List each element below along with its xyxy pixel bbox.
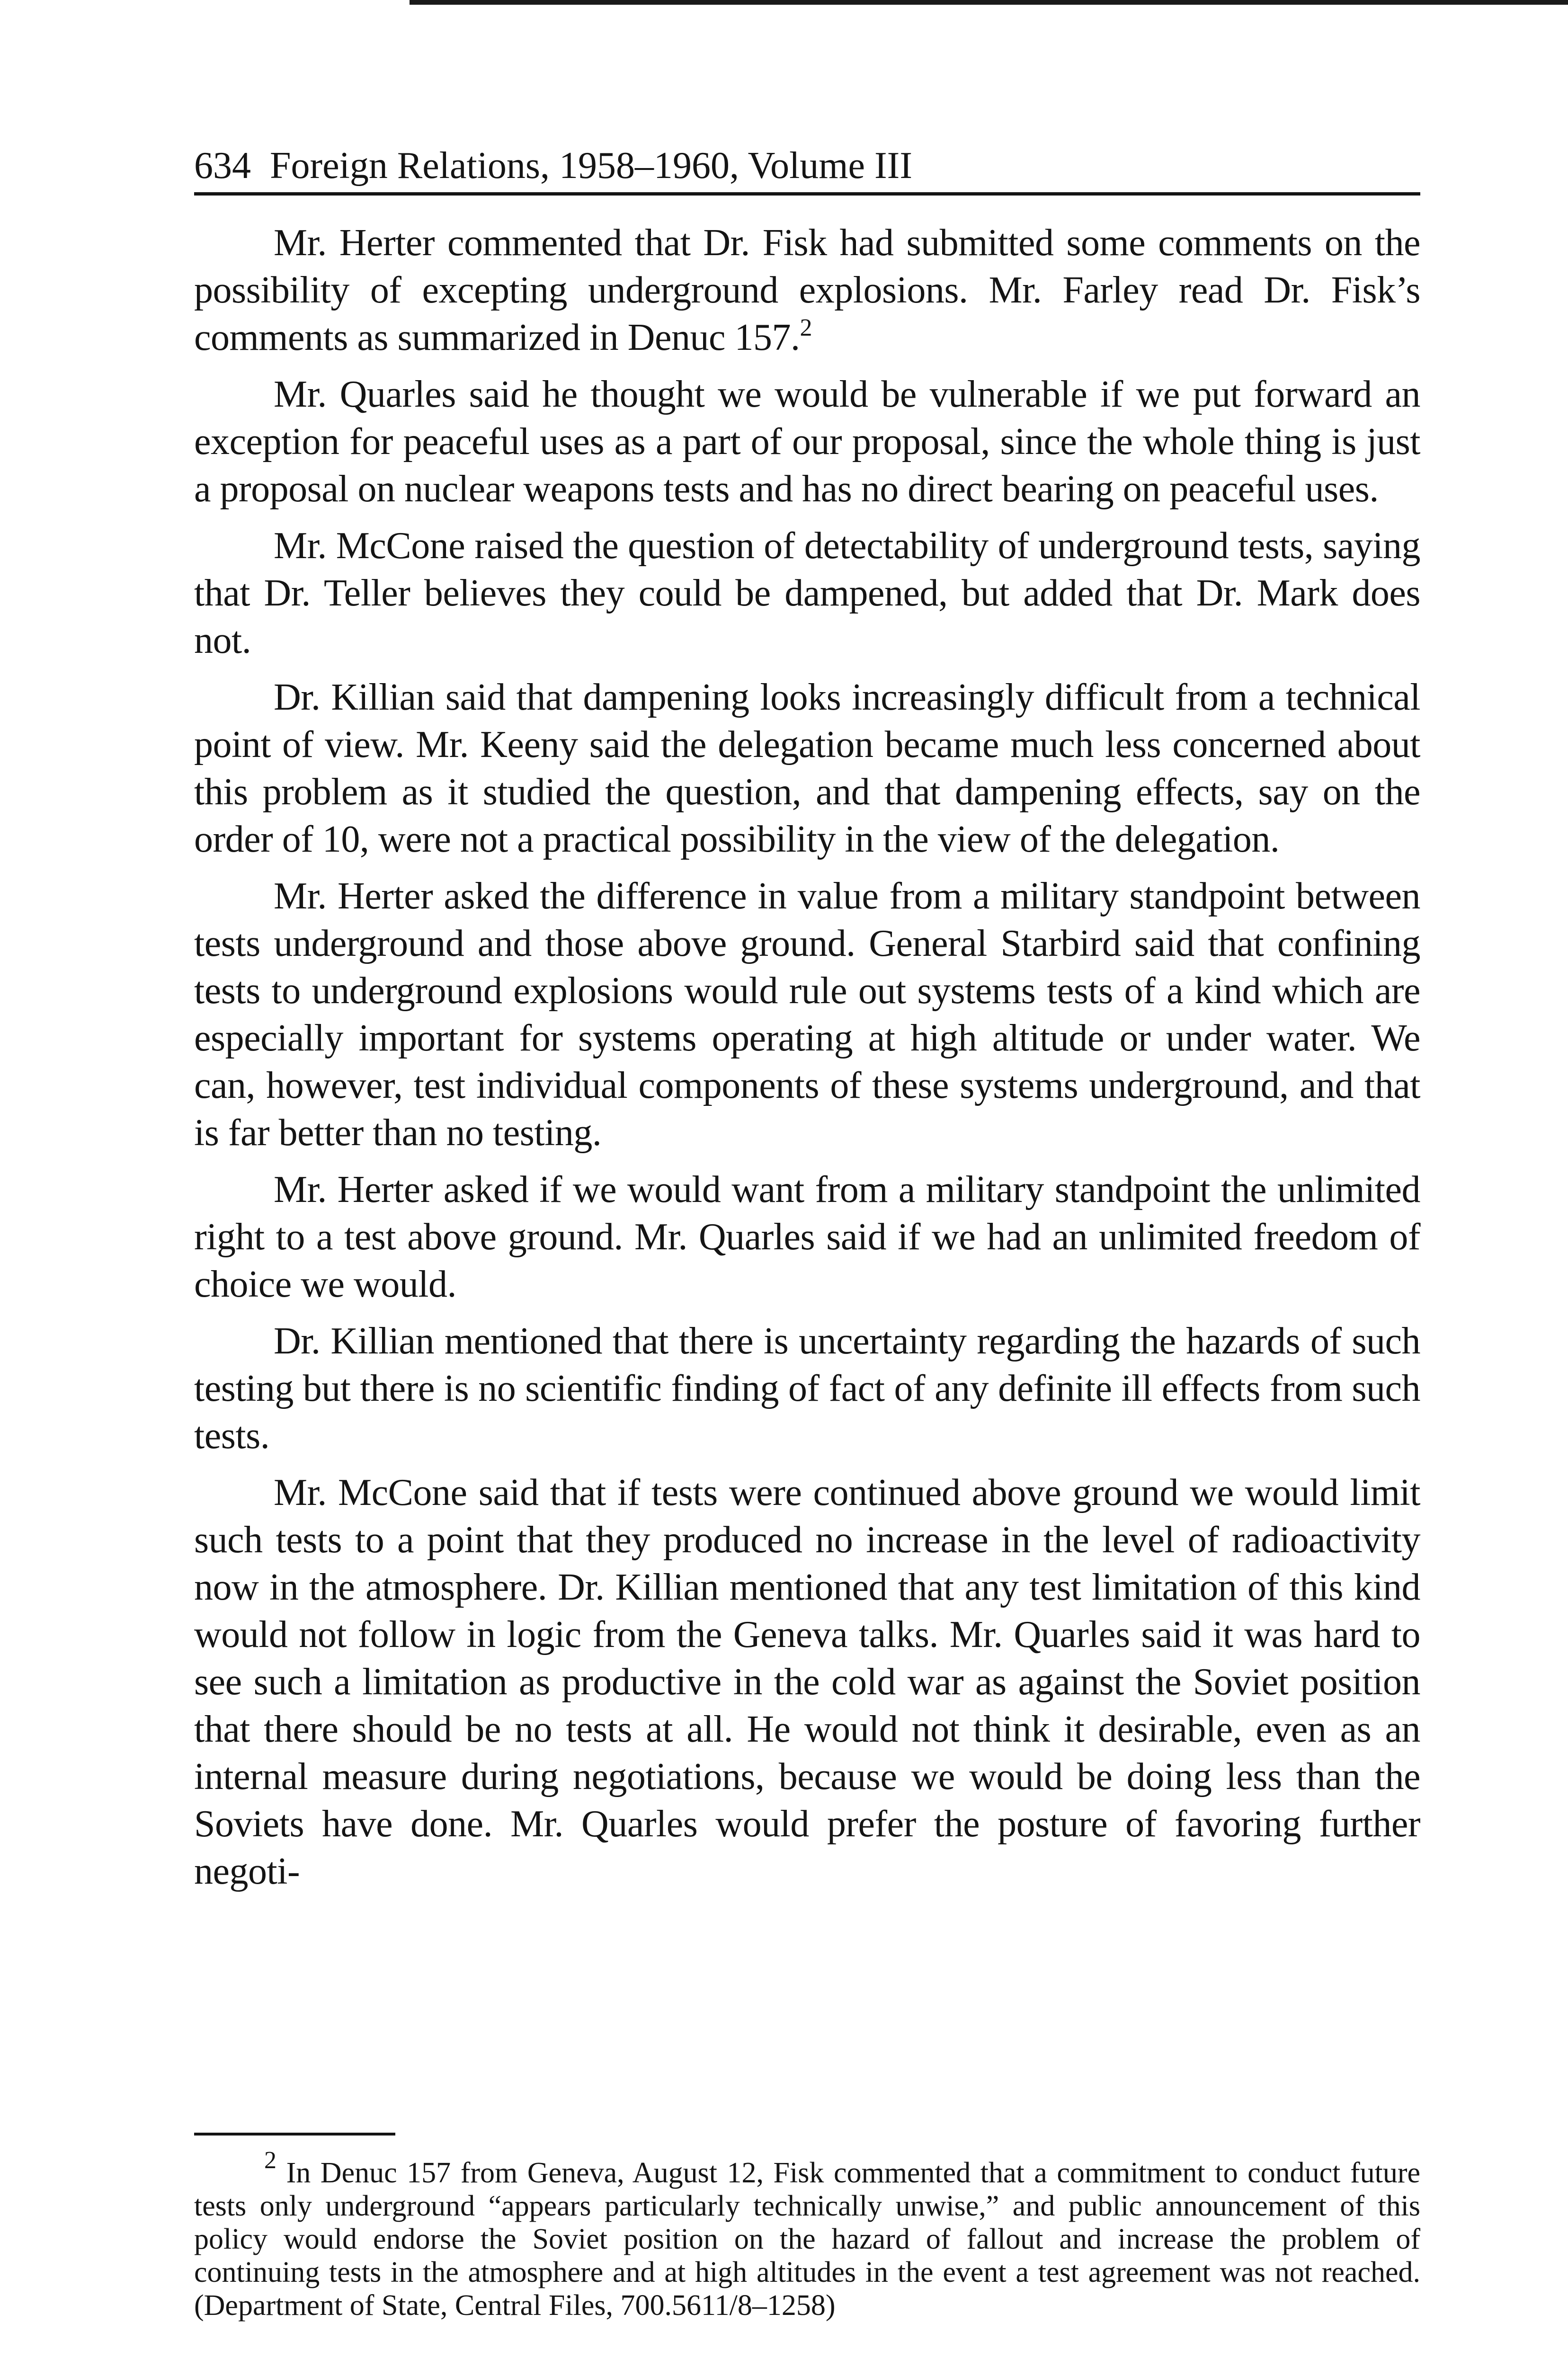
- paragraph: Mr. Herter asked if we would want from a military standpoint the unlimited right to a test above ground. Mr. Quarles said if we had an unlimited freedom of choice we would.: [194, 1169, 1420, 1305]
- paragraph: Mr. Quarles said he thought we would be vulnerable if we put forward an exception for peaceful uses as a part of our proposal, since the whole thing is just a proposal on nuclear weapons tests and has no direct bearing on peaceful uses.: [194, 374, 1420, 510]
- running-header: [194, 142, 1420, 196]
- body-text: [194, 219, 1420, 1895]
- footnote-marker: 2: [264, 2147, 276, 2174]
- paragraph: [194, 219, 1420, 361]
- footnote-divider: [194, 2133, 395, 2136]
- paragraph: Mr. Herter asked the difference in value from a military standpoint between tests underground and those above ground. General Starbird said that confining tests to underground explosions would rule out systems tests of a kind which are especially important for systems operating at high altitude or under water. We can, however, test individual components of these systems underground, and that is far better than no testing.: [194, 875, 1420, 1154]
- footnote: [194, 2147, 1420, 2322]
- paragraph: Mr. McCone raised the question of detectability of underground tests, saying that Dr. Teller believes they could be dampened, but added that Dr. Mark does not.: [194, 525, 1420, 661]
- paragraph: Dr. Killian said that dampening looks increasingly difficult from a technical point of view. Mr. Keeny said the delegation became much less concerned about this problem as it studied the question, and that dampening effects, say on the order of 10, were not a practical possibility in the view of the delegation.: [194, 676, 1420, 860]
- document-page: [194, 142, 1420, 1904]
- footnote-reference: 2: [800, 314, 812, 341]
- page-number: 634: [194, 145, 251, 187]
- paragraph: Mr. McCone said that if tests were continued above ground we would limit such tests to a point that they produced no increase in the level of radioactivity now in the atmosphere. Dr. Killian mentioned that any test limitation of this kind would not follow in logic from the Geneva talks. Mr. Quarles said it was hard to see such a limitation as productive in the cold war as against the Soviet position that there should be no tests at all. He would not think it desirable, even as an internal measure during negotiations, because we would be doing less than the Soviets have done. Mr. Quarles would prefer the posture of favoring further negoti-: [194, 1472, 1420, 1892]
- footnote-text: In Denuc 157 from Geneva, August 12, Fisk commented that a commitment to conduct future tests only underground “appears particularly technically unwise,” and public announcement of this policy would endorse the Soviet position on the hazard of fallout and increase the problem of continuing tests in the atmosphere and at high altitudes in the event a test agreement was not reached. (Department of State, Central Files, 700.5611/8–1258): [194, 2157, 1420, 2322]
- paragraph: Dr. Killian mentioned that there is uncertainty regarding the hazards of such testing but there is no scientific finding of fact of any definite ill effects from such tests.: [194, 1320, 1420, 1457]
- volume-title: Foreign Relations, 1958–1960, Volume III: [270, 145, 912, 187]
- paragraph-text: Mr. Herter commented that Dr. Fisk had submitted some comments on the possibility of excepting underground explosions. Mr. Farley read Dr. Fisk’s comments as summarized in Denuc 157.: [194, 222, 1420, 358]
- scan-top-edge: [410, 0, 1568, 5]
